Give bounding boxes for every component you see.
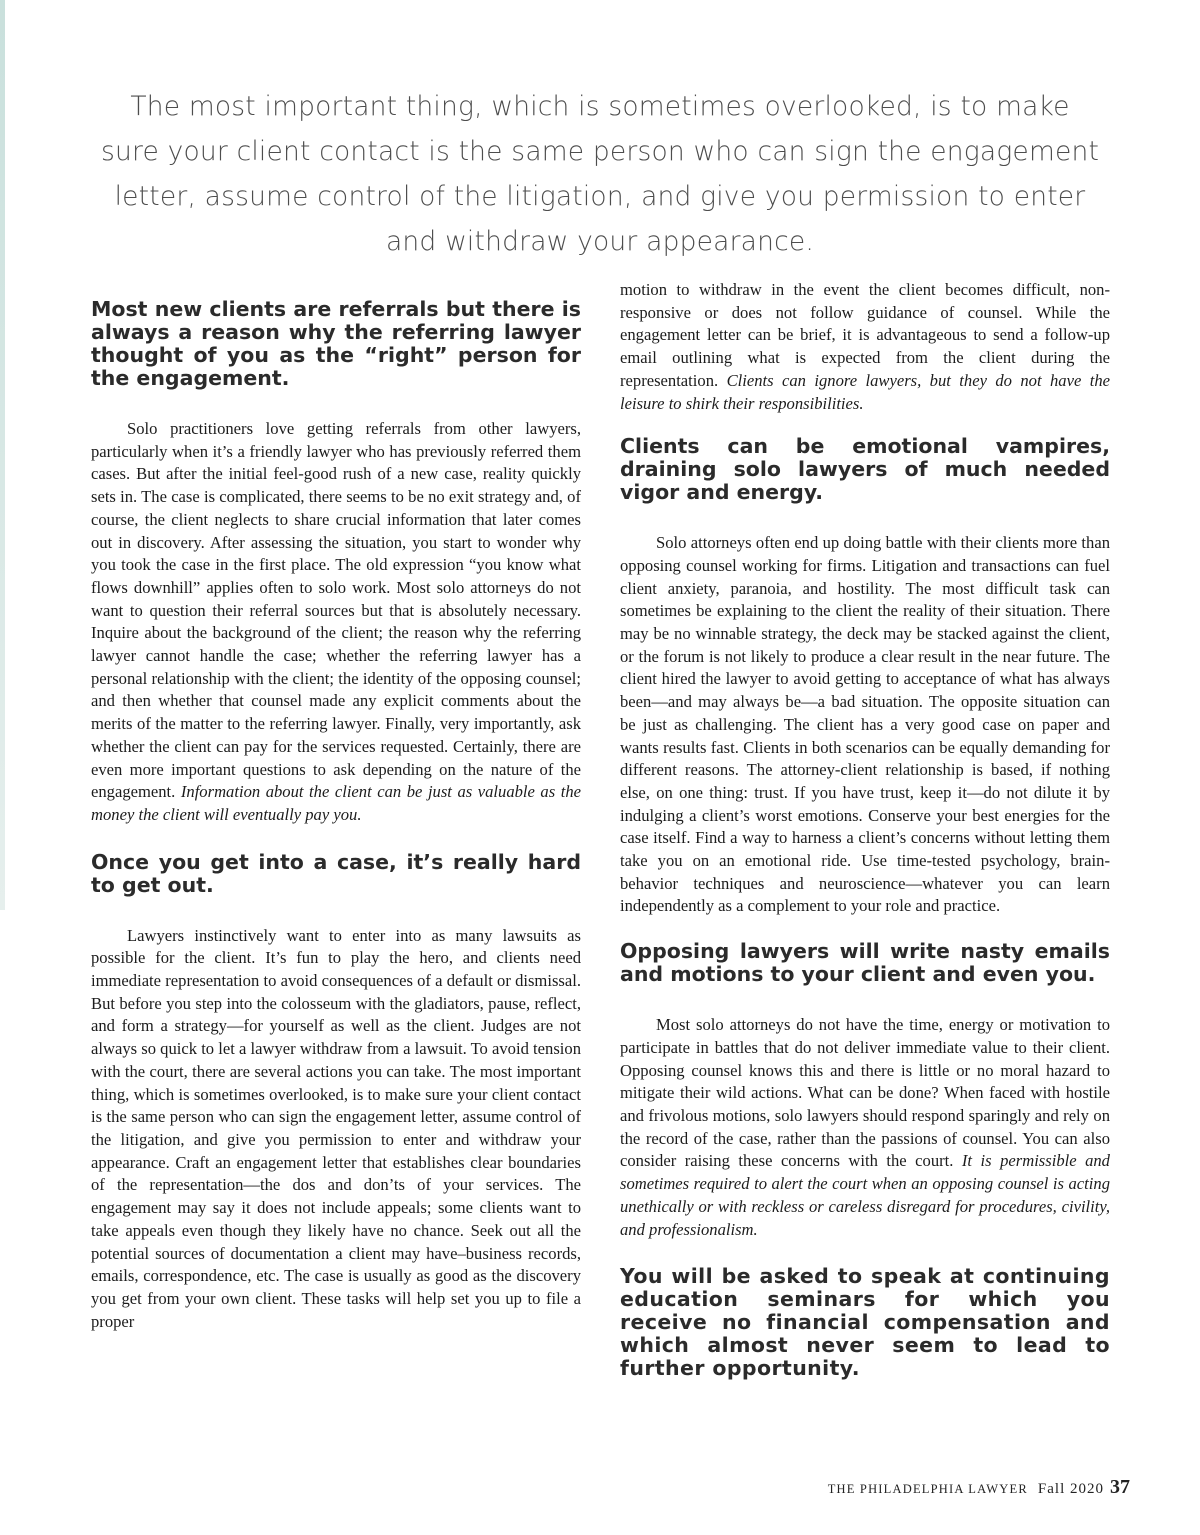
pull-quote: The most important thing, which is sometimes overlooked, is to make sure your client contact is the same person who can sign the engagement letter, assume control of the litigation, and give you permission to enter and withdraw your appearance. [100,91,1100,257]
section-heading-referrals: Most new clients are referrals but there is always a reason why the referring lawyer thought of you as the “right” person for the engagement. [91,297,581,390]
section-body-referrals [91,418,581,827]
section-body-emotional-vampires [620,532,1110,918]
left-column [91,298,581,1333]
body-italic-text: Clients can ignore lawyers, but they do not have the leisure to shirk their responsibilities. [620,370,1110,413]
section-heading-emotional-vampires: Clients can be emotional vampires, draining solo lawyers of much needed vigor and energy. [620,434,1110,505]
body-text: Most solo attorneys do not have the time, energy or motivation to participate in battles that do not deliver immediate value to their client. Opposing counsel knows this and there is little or no moral hazard to mitigate their wild actions. What can be done? When faced with hostile and frivolous motions, solo lawyers should respond sparingly and rely on the record of the case, rather than the passions of counsel. You can also consider raising these concerns with the court. [620,1015,1110,1171]
body-text: Solo attorneys often end up doing battle with their clients more than opposing counsel working for firms. Litigation and transactions can fuel client anxiety, paranoia, and hostility. The most difficult task can sometimes be explaining to the client the reality of their situation. There may be no winnable strategy, the deck may be stacked against the client, or the forum is not likely to produce a clear result in the near future. The client hired the lawyer to avoid getting to acceptance of what has always been—and may always be—a bad situation. The opposite situation can be just as challenging. The client has a very good case on paper and wants results fast. Clients in both scenarios can be equally demanding for different reasons. The attorney-client relationship is based, if nothing else, on one thing: trust. If you have trust, keep it—do not dilute it by indulging a client’s worst emotions. Conserve your best energies for the case itself. Find a way to harness a client’s concerns without letting them take you on an emotional ride. Use time-tested psychology, brain-behavior techniques and neuroscience—whatever you can learn independently as a complement to your role and practice. [620,533,1110,916]
section-body-opposing-lawyers [620,1014,1110,1241]
body-text: Lawyers instinctively want to enter into as many lawsuits as possible for the client. It’s fun to play the hero, and clients need immediate representation to avoid consequences of a default or dismissal. But before you step into the colosseum with the gladiators, pause, reflect, and form a strategy—for yourself as well as the client. Judges are not always so quick to let a lawyer withdraw from a lawsuit. To avoid tension with the court, there are several actions you can take. The most important thing, which is sometimes overlooked, is to make sure your client contact is the same person who can sign the engagement letter, assume control of the litigation, and give you permission to enter and withdraw your appearance. Craft an engagement letter that establishes clear boundaries of the representation—the dos and don’ts of your services. The engagement may say it does not include appeals; some clients want to take appeals even though they likely have no chance. Seek out all the potential sources of documentation a client may have–business records, emails, correspondence, etc. The case is usually as good as the discovery you get from your own client. These tasks will help set you up to file a proper [91,925,581,1331]
page-footer [828,1476,1130,1499]
issue-label: Fall 2020 [1037,1481,1104,1497]
right-column [620,279,1110,1380]
section-heading-get-out: Once you get into a case, it’s really hard to get out. [91,849,581,897]
body-italic-text: It is permissible and sometimes required to alert the court when an opposing counsel is acting unethically or with reckless or careless disregard for procedures, civility, and professionalism. [620,1151,1110,1239]
section-heading-opposing-lawyers: Opposing lawyers will write nasty emails and motions to your client and even you. [620,939,1110,987]
page-edge-accent [0,0,5,910]
section-body-continuation [620,279,1110,415]
body-text: Solo practitioners love getting referrals from other lawyers, particularly when it’s a friendly lawyer who has previously referred them cases. But after the initial feel-good rush of a new case, reality quickly sets in. The case is complicated, there seems to be no exit strategy and, of course, the client neglects to share crucial information that later comes out in discovery. After assessing the situation, you start to wonder why you took the case in the first place. The old expression “you know what flows downhill” applies often to solo work. Most solo attorneys do not want to question their referral sources but that is absolutely necessary. Inquire about the background of the client; the reason why the referring lawyer cannot handle the case; whether the referring lawyer has a personal relationship with the client; the identity of the opposing counsel; and then whether that counsel made any explicit comments about the merits of the matter to the referring lawyer. Finally, very importantly, ask whether the client can pay for the services requested. Certainly, there are even more important questions to ask depending on the nature of the engagement. [91,419,581,802]
section-body-get-out [91,925,581,1334]
body-italic-text: Information about the client can be just as valuable as the money the client will eventually pay you. [91,782,581,824]
section-heading-speaking: You will be asked to speak at continuing education seminars for which you receive no financial compensation and which almost never seem to lead to further opportunity. [620,1264,1110,1381]
body-text: motion to withdraw in the event the client becomes difficult, non-responsive or does not follow guidance of counsel. While the engagement letter can be brief, it is advantageous to send a follow-up email outlining what is expected from the client during the representation. [620,280,1110,390]
publication-name: THE PHILADELPHIA LAWYER [827,1482,1028,1496]
page-number: 37 [1110,1476,1130,1498]
